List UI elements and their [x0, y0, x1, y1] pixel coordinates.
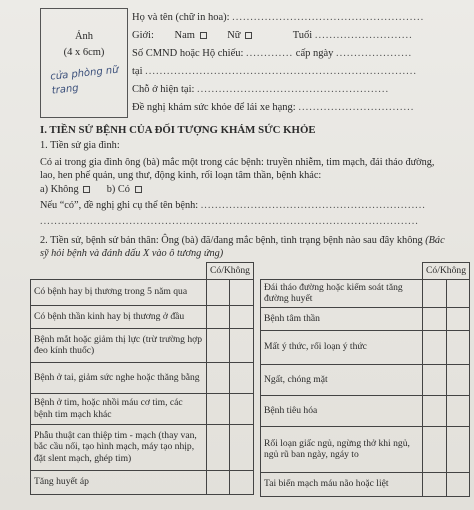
row-label: Tai biến mạch máu não hoặc liệt — [261, 472, 423, 496]
row-label: Bệnh mắt hoặc giảm thị lực (trừ trường hợp đeo kính thuốc) — [31, 328, 207, 362]
table-row — [261, 472, 470, 496]
id-field[interactable]: Số CMND hoặc Hộ chiếu: ............. cấp ngày ..................... — [132, 48, 413, 59]
photo-box — [40, 8, 128, 118]
row-label: Bệnh tiêu hóa — [261, 395, 423, 426]
row-label: Phẫu thuật can thiệp tim - mạch (thay van, bắc cầu nối, tạo hình mạch, máy tạo nhịp, đặt slent mạch, ghép tim) — [31, 424, 207, 470]
no-cell[interactable] — [230, 393, 254, 424]
col-header-right: Có/Không — [423, 263, 470, 280]
history-table-right — [260, 262, 470, 497]
yes-cell[interactable] — [423, 307, 446, 330]
yes-cell[interactable] — [423, 472, 446, 496]
yes-cell[interactable] — [207, 424, 230, 470]
col-header-left: Có/Không — [207, 263, 254, 280]
row-label: Ngất, chóng mặt — [261, 364, 423, 395]
no-cell[interactable] — [446, 279, 470, 307]
yes-cell[interactable] — [207, 328, 230, 362]
no-cell[interactable] — [446, 472, 470, 496]
table-row — [261, 426, 470, 472]
table-row — [31, 393, 254, 424]
male-label: Nam — [174, 30, 195, 41]
personal-history-title: 2. Tiền sử, bệnh sử bản thân: Ông (bà) đã/đang mắc bệnh, tình trạng bệnh nào sau đây không — [40, 235, 423, 246]
family-history-question: Có ai trong gia đình ông (bà) mắc một trong các bệnh: truyền nhiễm, tim mạch, đái tháo đường, lao, hen phế quản, ung thư, động kinh, rối loạn tâm thần, bệnh khác: — [40, 157, 435, 181]
no-cell[interactable] — [230, 362, 254, 393]
id-label: Số CMND hoặc Hộ chiếu: — [132, 48, 244, 59]
name-field[interactable]: Họ và tên (chữ in hoa): ..................................................... — [132, 12, 425, 23]
yes-cell[interactable] — [423, 395, 446, 426]
no-cell[interactable] — [230, 328, 254, 362]
issued-at-field[interactable]: tại ........................................................................... — [132, 66, 417, 77]
table-row — [31, 362, 254, 393]
table-row — [261, 364, 470, 395]
yes-cell[interactable] — [207, 393, 230, 424]
issued-label: cấp ngày — [295, 48, 334, 59]
residence-field[interactable]: Chỗ ở hiện tại: ..................................................... — [132, 84, 390, 95]
no-cell[interactable] — [446, 426, 470, 472]
table-row — [31, 305, 254, 328]
no-cell[interactable] — [230, 470, 254, 494]
photo-title: Ảnh — [74, 31, 94, 42]
yes-cell[interactable] — [207, 362, 230, 393]
no-cell[interactable] — [446, 364, 470, 395]
yes-cell[interactable] — [423, 426, 446, 472]
female-checkbox[interactable] — [245, 32, 252, 39]
at-label: tại — [132, 66, 143, 77]
name-label: Họ và tên (chữ in hoa): — [132, 12, 230, 23]
license-class-field[interactable]: Đề nghị khám sức khỏe để lái xe hạng: ................................ — [132, 102, 415, 113]
table-row — [261, 279, 470, 307]
photo-size: (4 x 6cm) — [63, 47, 105, 58]
table-row — [31, 279, 254, 305]
no-cell[interactable] — [230, 279, 254, 305]
age-label: Tuổi — [292, 30, 313, 41]
table-row — [261, 330, 470, 364]
option-no-label: a) Không — [40, 184, 79, 195]
no-cell[interactable] — [446, 307, 470, 330]
section1-title: I. TIỀN SỬ BỆNH CỦA ĐỐI TƯỢNG KHÁM SỨC KHỎE — [40, 124, 316, 136]
gender-field: Giới: Nam Nữ Tuổi ........................... — [132, 30, 413, 41]
row-label: Bệnh tâm thần — [261, 307, 423, 330]
if-yes-label: Nếu “có”, đề nghị ghi cụ thể tên bệnh: — [40, 200, 199, 211]
no-cell[interactable] — [230, 305, 254, 328]
option-no-checkbox[interactable] — [83, 186, 90, 193]
yes-cell[interactable] — [207, 279, 230, 305]
no-cell[interactable] — [446, 330, 470, 364]
row-label: Đái tháo đường hoặc kiểm soát tăng đường huyết — [261, 279, 423, 307]
medical-history-table — [30, 262, 470, 510]
disease-name-field[interactable]: Nếu “có”, đề nghị ghi cụ thể tên bệnh: ............................................................... — [40, 200, 426, 211]
row-label: Có bệnh hay bị thương trong 5 năm qua — [31, 279, 207, 305]
personal-history-heading — [40, 234, 450, 260]
personal-history-note: (Bác sỹ hỏi bệnh và đánh dấu X vào ô tương ứng) — [40, 235, 445, 259]
row-label: Bệnh ở tim, hoặc nhồi máu cơ tim, các bệnh tim mạch khác — [31, 393, 207, 424]
option-yes-label: b) Có — [106, 184, 130, 195]
female-label: Nữ — [227, 30, 241, 41]
table-row — [31, 424, 254, 470]
request-label: Đề nghị khám sức khỏe để lái xe hạng: — [132, 102, 296, 113]
gender-label: Giới: — [132, 30, 154, 41]
table-row — [31, 470, 254, 494]
yes-cell[interactable] — [423, 279, 446, 307]
yes-cell[interactable] — [207, 305, 230, 328]
table-row — [261, 395, 470, 426]
family-history-title: 1. Tiền sử gia đình: — [40, 140, 120, 151]
residence-label: Chỗ ở hiện tại: — [132, 84, 195, 95]
option-yes-checkbox[interactable] — [135, 186, 142, 193]
history-table-left — [30, 262, 254, 495]
row-label: Bệnh ở tai, giảm sức nghe hoặc thăng bằng — [31, 362, 207, 393]
no-cell[interactable] — [230, 424, 254, 470]
table-row — [261, 307, 470, 330]
yes-cell[interactable] — [423, 364, 446, 395]
disease-name-continuation[interactable]: .......................................................................................................... — [40, 216, 419, 227]
yes-cell[interactable] — [207, 470, 230, 494]
family-answer-options — [40, 184, 142, 195]
no-cell[interactable] — [446, 395, 470, 426]
handwritten-note: cửa phòng nữ trang — [49, 64, 120, 97]
table-row — [31, 328, 254, 362]
row-label: Mất ý thức, rối loạn ý thức — [261, 330, 423, 364]
row-label: Có bệnh thần kinh hay bị thương ở đầu — [31, 305, 207, 328]
male-checkbox[interactable] — [200, 32, 207, 39]
yes-cell[interactable] — [423, 330, 446, 364]
row-label: Tăng huyết áp — [31, 470, 207, 494]
row-label: Rối loạn giấc ngủ, ngừng thở khi ngủ, ngủ rũ ban ngày, ngáy to — [261, 426, 423, 472]
